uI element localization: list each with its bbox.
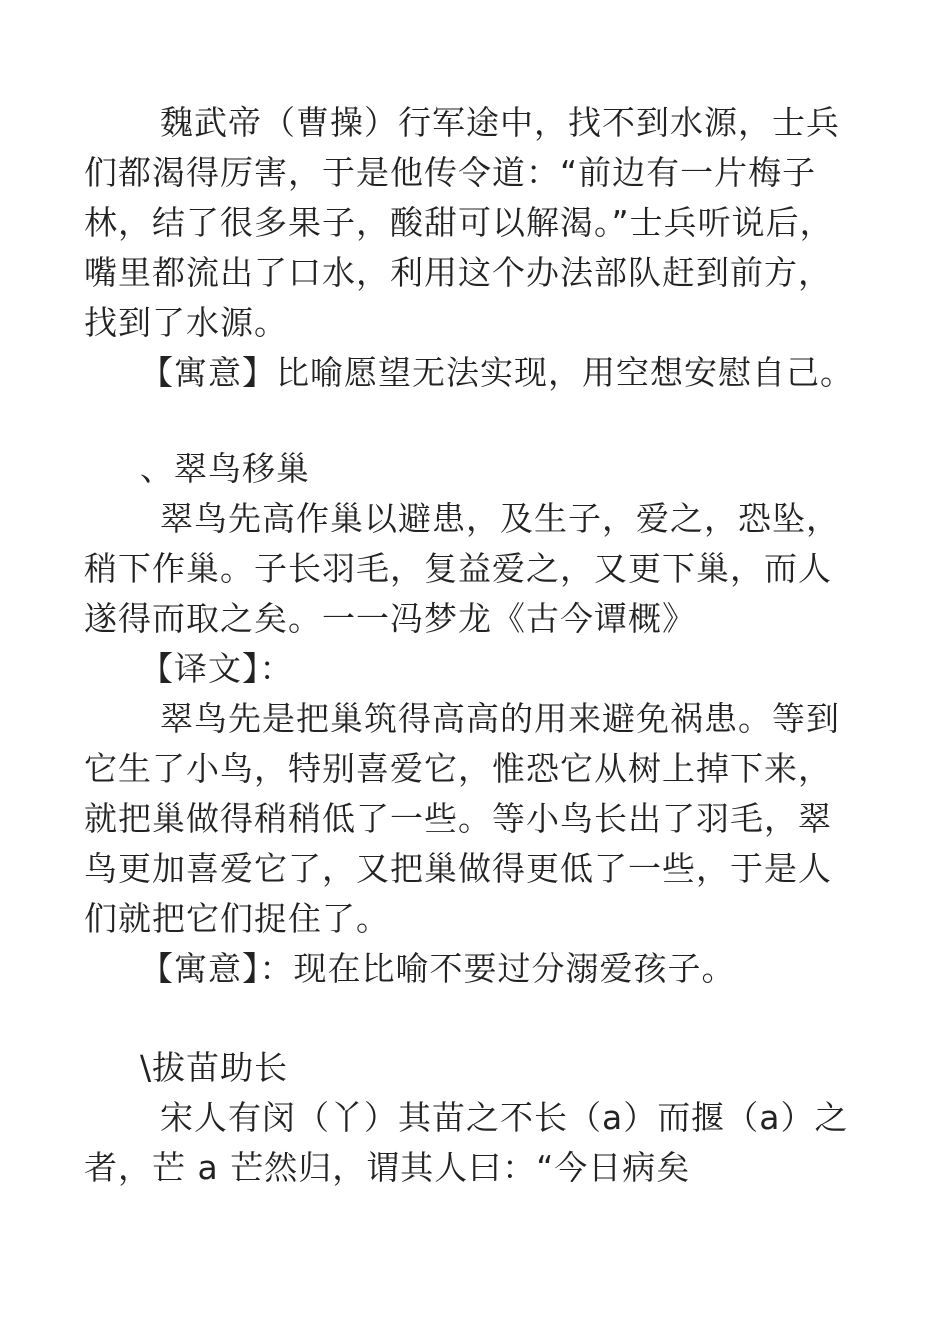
story-line: 宋人有闵（丫）其苗之不长（a）而揠（a）之 xyxy=(160,1098,849,1137)
story-line: 魏武帝（曹操）行军途中，找不到水源，士兵 xyxy=(160,103,840,142)
story-line: 找到了水源。 xyxy=(84,303,288,342)
section-title: 、翠鸟移巢 xyxy=(140,449,310,488)
section-title: \拔苗助长 xyxy=(140,1048,289,1087)
source-line: 遂得而取之矣。一一冯梦龙《古今谭概》 xyxy=(84,599,696,638)
section-bamiao-zhuzhang xyxy=(84,1043,884,1193)
translation-line: 们就把它们捉住了。 xyxy=(84,899,390,938)
story-line: 者，芒 a 芒然归，谓其人曰：“今日病矣 xyxy=(84,1148,691,1187)
story-line: 林，结了很多果子，酸甜可以解渴。”士兵听说后， xyxy=(84,203,834,242)
story-line: 嘴里都流出了口水，利用这个办法部队赶到前方， xyxy=(84,253,832,292)
moral-line: 【寓意】：现在比喻不要过分溺爱孩子。 xyxy=(140,949,736,988)
source-line: 稍下作巢。子长羽毛，复益爱之，又更下巢，而人 xyxy=(84,549,832,588)
translation-line: 它生了小鸟，特别喜爱它，惟恐它从树上掉下来， xyxy=(84,749,832,788)
source-line: 翠鸟先高作巢以避患，及生子，爱之，恐坠， xyxy=(160,499,840,538)
moral-line: 【寓意】比喻愿望无法实现，用空想安慰自己。 xyxy=(140,353,854,392)
translation-line: 就把巢做得稍稍低了一些。等小鸟长出了羽毛，翠 xyxy=(84,799,832,838)
translation-line: 鸟更加喜爱它了，又把巢做得更低了一些，于是人 xyxy=(84,849,832,888)
translation-label: 【译文】： xyxy=(140,649,294,688)
section-wangmei-zhike xyxy=(84,98,884,398)
translation-line: 翠鸟先是把巢筑得高高的用来避免祸患。等到 xyxy=(160,699,840,738)
section-cuiniao-yichao xyxy=(84,444,884,994)
story-line: 们都渴得厉害，于是他传令道：“前边有一片梅子 xyxy=(84,153,817,192)
